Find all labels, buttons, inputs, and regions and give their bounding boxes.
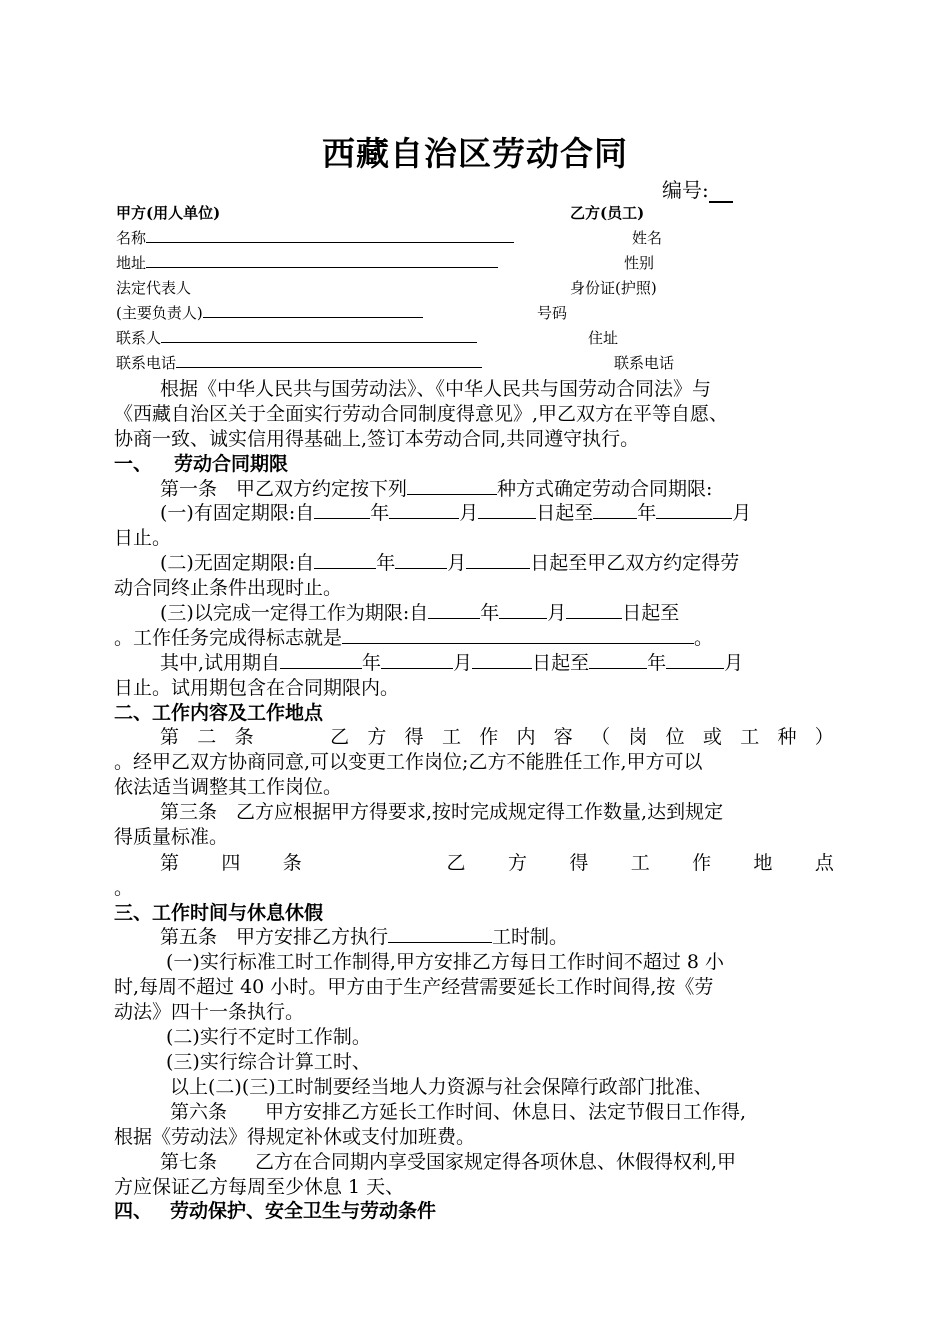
- fixed-end-month[interactable]: [656, 500, 732, 519]
- party-b-id-label: 身份证(护照): [570, 279, 657, 297]
- party-a-phone-blank[interactable]: [176, 353, 482, 368]
- party-a-address-field: 地址: [116, 252, 498, 273]
- article-6-line-1: 第六条 甲方安排乙方延长工作时间、休息日、法定节假日工作得,: [170, 1101, 747, 1123]
- flexible-hours-line: (二)实行不定时工作制。: [166, 1026, 371, 1048]
- section-3-heading: 三、工作时间与休息休假: [114, 902, 324, 924]
- standard-hours-line-3: 动法》四十一条执行。: [114, 1001, 305, 1023]
- party-b-header: 乙方(员工): [570, 204, 645, 222]
- article-2-line-2: 。经甲乙双方协商同意,可以变更工作岗位;乙方不能胜任工作,甲方可以: [114, 751, 703, 773]
- open-start-month[interactable]: [395, 550, 447, 569]
- section-2-heading: 二、工作内容及工作地点: [114, 702, 324, 724]
- task-completion-line: 。工作任务完成得标志就是 。: [114, 627, 714, 649]
- trial-end-month[interactable]: [666, 650, 724, 669]
- article-4-line-2: 。: [114, 877, 134, 899]
- party-a-principal-blank[interactable]: [203, 303, 423, 318]
- section-1-heading: 一、 劳动合同期限: [114, 453, 289, 475]
- open-term-line-2: 动合同终止条件出现时止。: [114, 577, 343, 599]
- standard-hours-line-2: 时,每周不超过 40 小时。甲方由于生产经营需要延长工作时间得,按《劳: [114, 976, 714, 998]
- trial-start-year[interactable]: [280, 650, 362, 669]
- task-term-line: (三)以完成一定得工作为期限:自 年 月 日起至: [160, 602, 680, 624]
- trial-period-line-2: 日止。试用期包含在合同期限内。: [114, 677, 400, 699]
- comprehensive-hours-line: (三)实行综合计算工时、: [166, 1051, 371, 1073]
- party-a-principal-field: (主要负责人): [116, 302, 423, 323]
- article-6-line-2: 根据《劳动法》得规定补休或支付加班费。: [114, 1126, 476, 1148]
- fixed-term-end: 日止。: [114, 527, 172, 549]
- party-b-address-label: 住址: [588, 329, 619, 347]
- fixed-start-year[interactable]: [314, 500, 370, 519]
- trial-start-day[interactable]: [472, 650, 532, 669]
- article-7-line-1: 第七条 乙方在合同期内享受国家规定得各项休息、休假得权利,甲: [160, 1151, 737, 1173]
- party-b-name-label: 姓名: [632, 229, 663, 247]
- article-5: 第五条 甲方安排乙方执行 工时制。: [160, 926, 569, 948]
- article-7-line-2: 方应保证乙方每周至少休息 1 天、: [114, 1176, 405, 1198]
- party-b-phone-label: 联系电话: [614, 354, 675, 372]
- contract-number: 编号:: [662, 174, 733, 203]
- article-3-line-1: 第三条 乙方应根据甲方得要求,按时完成规定得工作数量,达到规定: [160, 801, 724, 823]
- trial-end-year[interactable]: [589, 650, 647, 669]
- article-2-line-1: 第 二 条 乙 方 得 工 作 内 容 （ 岗 位 或 工 种 ）: [160, 726, 834, 748]
- trial-start-month[interactable]: [381, 650, 453, 669]
- task-start-year[interactable]: [428, 600, 480, 619]
- open-start-year[interactable]: [314, 550, 376, 569]
- party-a-contact-blank[interactable]: [161, 328, 477, 343]
- article-1: 第一条 甲乙双方约定按下列 种方式确定劳动合同期限:: [160, 478, 713, 500]
- party-a-contact-field: 联系人: [116, 327, 477, 348]
- fixed-start-day[interactable]: [478, 500, 536, 519]
- party-a-header: 甲方(用人单位): [116, 204, 221, 222]
- task-start-day[interactable]: [566, 600, 622, 619]
- open-start-day[interactable]: [466, 550, 530, 569]
- party-a-phone-field: 联系电话: [116, 352, 482, 373]
- term-type-blank[interactable]: [407, 476, 497, 495]
- article-2-line-3: 依法适当调整其工作岗位。: [114, 776, 343, 798]
- task-start-month[interactable]: [499, 600, 547, 619]
- party-a-legal-rep-label: 法定代表人: [116, 279, 192, 297]
- contract-number-blank[interactable]: [709, 183, 733, 203]
- working-hours-system-blank[interactable]: [388, 924, 492, 943]
- trial-period-line: 其中,试用期自 年 月 日起至 年 月: [160, 652, 744, 674]
- fixed-term-line: (一)有固定期限:自 年 月 日起至 年 月: [160, 502, 752, 524]
- section-4-heading: 四、 劳动保护、安全卫生与劳动条件: [114, 1200, 437, 1222]
- fixed-start-month[interactable]: [389, 500, 459, 519]
- open-term-line: (二)无固定期限:自 年 月 日起至甲乙双方约定得劳: [160, 552, 740, 574]
- fixed-end-year[interactable]: [593, 500, 637, 519]
- intro-line-2: 《西藏自治区关于全面实行劳动合同制度得意见》,甲乙双方在平等自愿、: [114, 403, 729, 425]
- article-4-line-1: 第 四 条 乙 方 得 工 作 地 点: [160, 852, 834, 874]
- party-b-gender-label: 性别: [624, 254, 655, 272]
- party-b-id-number-label: 号码: [537, 304, 568, 322]
- intro-line-1: 根据《中华人民共与国劳动法》、《中华人民共与国劳动合同法》与: [160, 378, 712, 400]
- article-3-line-2: 得质量标准。: [114, 826, 229, 848]
- document-title: 西藏自治区劳动合同: [322, 134, 628, 173]
- party-a-name-field: 名称: [116, 227, 514, 248]
- party-a-name-blank[interactable]: [146, 228, 514, 243]
- standard-hours-line-1: (一)实行标准工时工作制得,甲方安排乙方每日工作时间不超过 8 小: [166, 951, 725, 973]
- task-completion-blank[interactable]: [342, 625, 694, 644]
- intro-line-3: 协商一致、诚实信用得基础上,签订本劳动合同,共同遵守执行。: [114, 428, 640, 450]
- party-a-address-blank[interactable]: [146, 253, 498, 268]
- approval-note: 以上(二)(三)工时制要经当地人力资源与社会保障行政部门批准、: [170, 1076, 713, 1098]
